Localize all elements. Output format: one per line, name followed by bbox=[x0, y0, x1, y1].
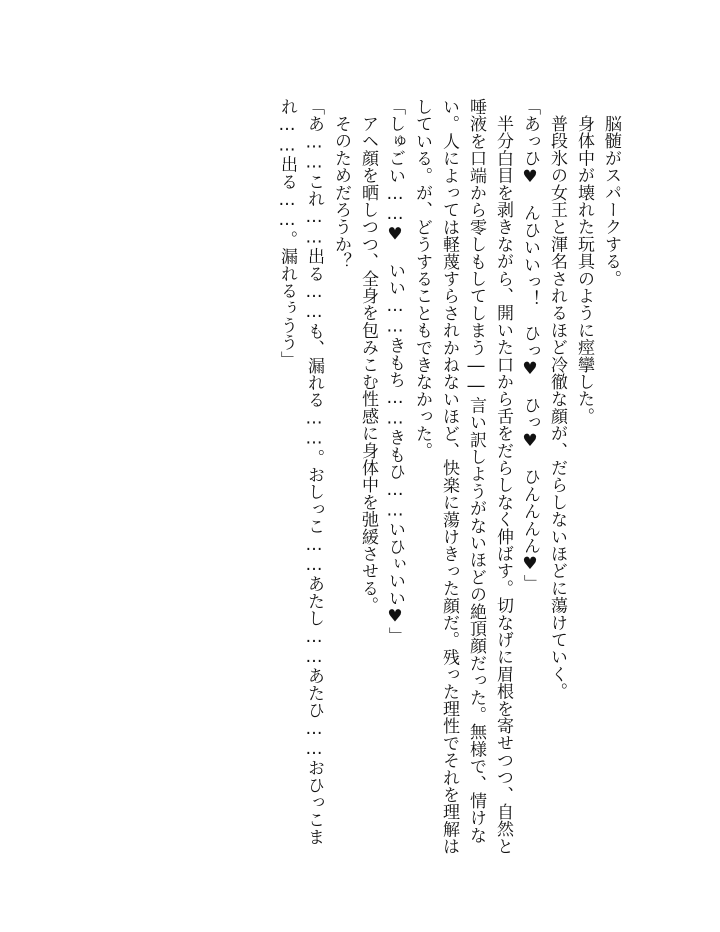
dialogue-line: 「しゅごい……♥ いい……きもち……きもひ……いひぃいい♥」 bbox=[385, 98, 405, 644]
dialogue-line: 「あっひ♥ んひいいっ！ ひっ♥ ひっ♥ ひんんんん♥」 bbox=[520, 98, 540, 592]
dialogue-line: 「あ……これ……出る……も、漏れる……。おしっこ……あたし……あたひ……おひっこまれ……出る……。漏れるぅうう」 bbox=[277, 98, 324, 846]
vertical-text-body bbox=[273, 98, 624, 858]
paragraph: 半分白目を剥きながら、開いた口から舌をだらしなく伸ばす。切なげに眉根を寄せつつ、自然と唾液を口端から零しもしてしまう――言い訳しようがないほどの絶頂顔だった。無様で、情けない。人によっては軽蔑すらされかねないほど、快楽に蕩けきった顔だ。残った理性でそれを理解はしている。が、どうすることもできなかった。 bbox=[412, 98, 513, 855]
paragraph: 身体中が壊れた玩具のように痙攣した。 bbox=[574, 115, 594, 425]
paragraph: アヘ顔を晒しつつ、全身を包みこむ性感に身体中を弛緩させる。 bbox=[358, 115, 378, 614]
paragraph: 脳髄がスパークする。 bbox=[601, 115, 621, 287]
paragraph: 普段氷の女王と渾名されるほど冷徹な顔が、だらしないほどに蕩けていく。 bbox=[547, 115, 567, 700]
paragraph: そのためだろうか？ bbox=[331, 115, 351, 270]
